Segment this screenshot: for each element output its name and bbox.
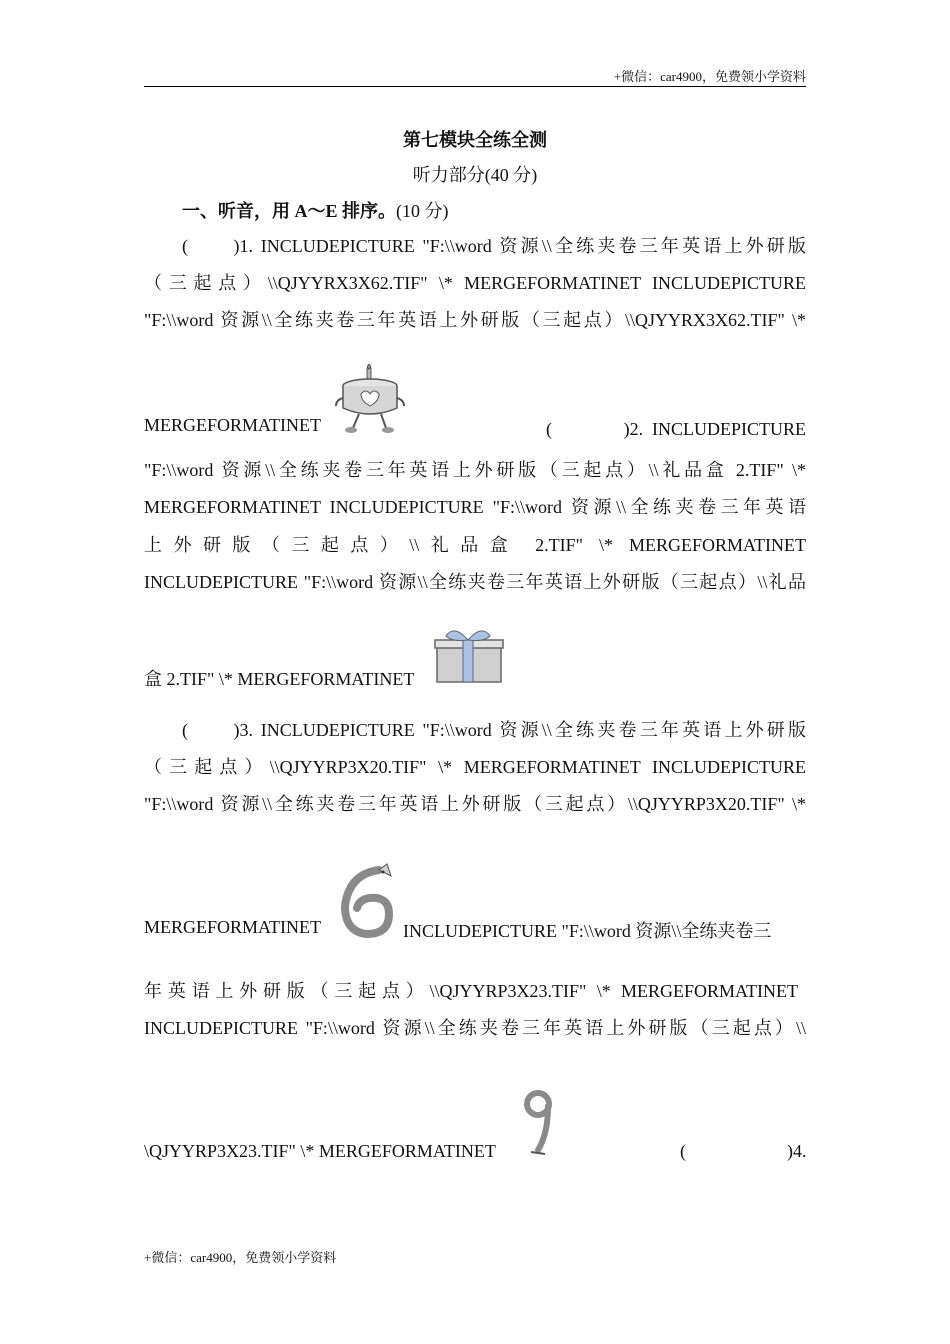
item-3-line-7: INCLUDEPICTURE "F:\\word 资源\\全练夹卷三年英语上外研版（三起点）\\ (144, 1018, 806, 1038)
item-3-line-1: ( )3. INCLUDEPICTURE "F:\\word 资源\\全练夹卷三年英语上外研版 (182, 720, 806, 740)
number-six-animal-picture (337, 862, 397, 938)
item-3-line-8: \QJYYRP3X23.TIF" \* MERGEFORMATINET (144, 1141, 496, 1161)
item-4-number: )4. (787, 1141, 807, 1161)
birthday-cake-picture (334, 364, 410, 436)
document-title: 第七模块全练全测 (403, 130, 547, 150)
gift-box-picture (433, 628, 505, 684)
document-subtitle: 听力部分(40 分) (412, 165, 538, 185)
item-1-line-2: （三起点）\\QJYYRX3X62.TIF" \* MERGEFORMATINET INCLUDEPICTURE (144, 273, 806, 293)
item-3-line-6: 年英语上外研版（三起点）\\QJYYRP3X23.TIF" \* MERGEFORMATINET (144, 981, 798, 1001)
item-3-line-5: INCLUDEPICTURE "F:\\word 资源\\全练夹卷三 (403, 921, 772, 941)
section-label: 一、听音，用 A～E 排序。 (182, 201, 397, 221)
item-2-line-4: 上外研版（三起点）\\礼品盒 2.TIF" \* MERGEFORMATINET (144, 535, 806, 555)
page-footer: +微信：car4900，免费领小学资料 (144, 1250, 337, 1265)
item-4-paren: ( (680, 1141, 686, 1161)
item-2-number: ( )2. INCLUDEPICTURE (546, 419, 806, 439)
item-2-line-2: "F:\\word 资源\\全练夹卷三年英语上外研版（三起点）\\礼品盒 2.TIF" \* (144, 460, 806, 480)
item-1-line-1: ( )1. INCLUDEPICTURE "F:\\word 资源\\全练夹卷三年英语上外研版 (182, 236, 806, 256)
item-2-line-1 (546, 415, 806, 441)
number-nine-animal-picture (521, 1088, 555, 1158)
item-1-line-4: MERGEFORMATINET (144, 415, 322, 435)
page-header: +微信：car4900，免费领小学资料 (613, 69, 806, 84)
item-2-line-5: INCLUDEPICTURE "F:\\word 资源\\全练夹卷三年英语上外研版（三起点）\\礼品 (144, 572, 806, 592)
section-heading (182, 197, 449, 223)
header-rule (144, 86, 806, 87)
item-3-line-2: （三起点）\\QJYYRP3X20.TIF" \* MERGEFORMATINET INCLUDEPICTURE (144, 757, 806, 777)
section-score: (10 分) (396, 201, 449, 221)
item-3-line-4: MERGEFORMATINET (144, 917, 322, 937)
item-3-line-3: "F:\\word 资源\\全练夹卷三年英语上外研版（三起点）\\QJYYRP3X20.TIF" \* (144, 794, 806, 814)
item-1-line-3: "F:\\word 资源\\全练夹卷三年英语上外研版（三起点）\\QJYYRX3X62.TIF" \* (144, 310, 806, 330)
item-2-line-3: MERGEFORMATINET INCLUDEPICTURE "F:\\word 资源\\全练夹卷三年英语 (144, 497, 806, 517)
item-2-line-6: 盒 2.TIF" \* MERGEFORMATINET (144, 669, 415, 689)
